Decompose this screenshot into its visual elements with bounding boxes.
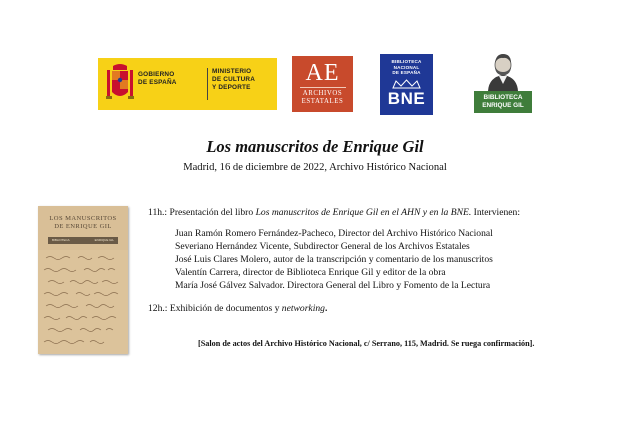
bne-line1: BIBLIOTECA	[391, 59, 422, 64]
gobierno-line1: GOBIERNO	[138, 71, 175, 78]
agenda-item-1	[148, 206, 520, 219]
book-strip-left: BIBLIOTECA	[52, 238, 70, 242]
speaker-1: Juan Ramón Romero Fernández-Pacheco, Director del Archivo Histórico Nacional	[175, 228, 493, 239]
bne-small-text	[380, 59, 433, 76]
speaker-4: Valentín Carrera, director de Biblioteca Enrique Gil y editor de la obra	[175, 267, 446, 278]
gobierno-line2: DE ESPAÑA	[138, 79, 177, 86]
beg-line1: BIBLIOTECA	[483, 94, 523, 101]
agenda-text-1-end: Intervienen:	[471, 207, 520, 218]
ae-rule	[300, 87, 346, 88]
agenda-time-1: 11h.:	[148, 207, 168, 218]
beg-band	[474, 91, 532, 113]
gobierno-text	[138, 71, 177, 87]
ae-line2: ESTATALES	[301, 97, 344, 105]
agenda-text-1: Presentación del libro	[167, 207, 256, 218]
logo-divider	[207, 68, 208, 100]
ministerio-line2: DE CULTURA	[212, 76, 256, 83]
bne-line2: NACIONAL	[393, 64, 420, 70]
event-subtitle: Madrid, 16 de diciembre de 2022, Archivo Histórico Nacional	[183, 162, 447, 173]
agenda-text-2-end: .	[324, 303, 328, 314]
logo-bar	[0, 49, 630, 115]
agenda-text-2: Exhibición de documentos y	[167, 303, 282, 314]
venue-note: [Salon de actos del Archivo Histórico Nacional, c/ Serrano, 115, Madrid. Se ruega confirmación].	[198, 339, 535, 348]
gobierno-espana-logo	[98, 58, 277, 110]
bne-mark: BNE	[387, 89, 426, 108]
portrait-bust-icon	[486, 51, 520, 91]
crown-icon	[392, 79, 421, 89]
bne-logo	[380, 54, 433, 115]
book-cover-strip	[48, 237, 118, 244]
event-title: Los manuscritos de Enrique Gil	[206, 137, 424, 156]
ae-mark: AE	[305, 60, 340, 86]
networking-emphasis: networking	[281, 303, 325, 314]
book-cover-title	[38, 215, 128, 231]
agenda-item-2	[148, 302, 327, 315]
beg-line2: ENRIQUE GIL	[482, 101, 524, 109]
bne-line3: DE ESPAÑA	[392, 70, 421, 76]
spain-crest-icon	[106, 62, 134, 104]
ministerio-line1: MINISTERIO	[212, 68, 252, 75]
agenda-time-2: 12h.:	[148, 303, 168, 314]
book-title-reference: Los manuscritos de Enrique Gil en el AHN y en la BNE.	[255, 207, 472, 218]
ministerio-text	[212, 68, 255, 92]
ae-line1: ARCHIVOS	[302, 90, 343, 97]
speaker-3: José Luis Clares Molero, autor de la transcripción y comentario de los manuscritos	[175, 254, 493, 265]
book-title-line2: DE ENRIQUE GIL	[54, 223, 112, 230]
speaker-2: Severiano Hernández Vicente, Subdirector General de los Archivos Estatales	[175, 241, 470, 252]
book-strip-right: ENRIQUE GIL	[94, 238, 114, 242]
ministerio-line3: Y DEPORTE	[212, 84, 251, 91]
handwriting-illustration	[38, 250, 128, 354]
book-cover-image	[38, 206, 128, 354]
speaker-5: María José Gálvez Salvador. Directora General del Libro y Fomento de la Lectura	[175, 280, 491, 291]
book-title-line1: LOS MANUSCRITOS	[49, 215, 117, 222]
archivos-estatales-logo	[292, 56, 353, 112]
biblioteca-enrique-gil-logo	[474, 51, 532, 113]
